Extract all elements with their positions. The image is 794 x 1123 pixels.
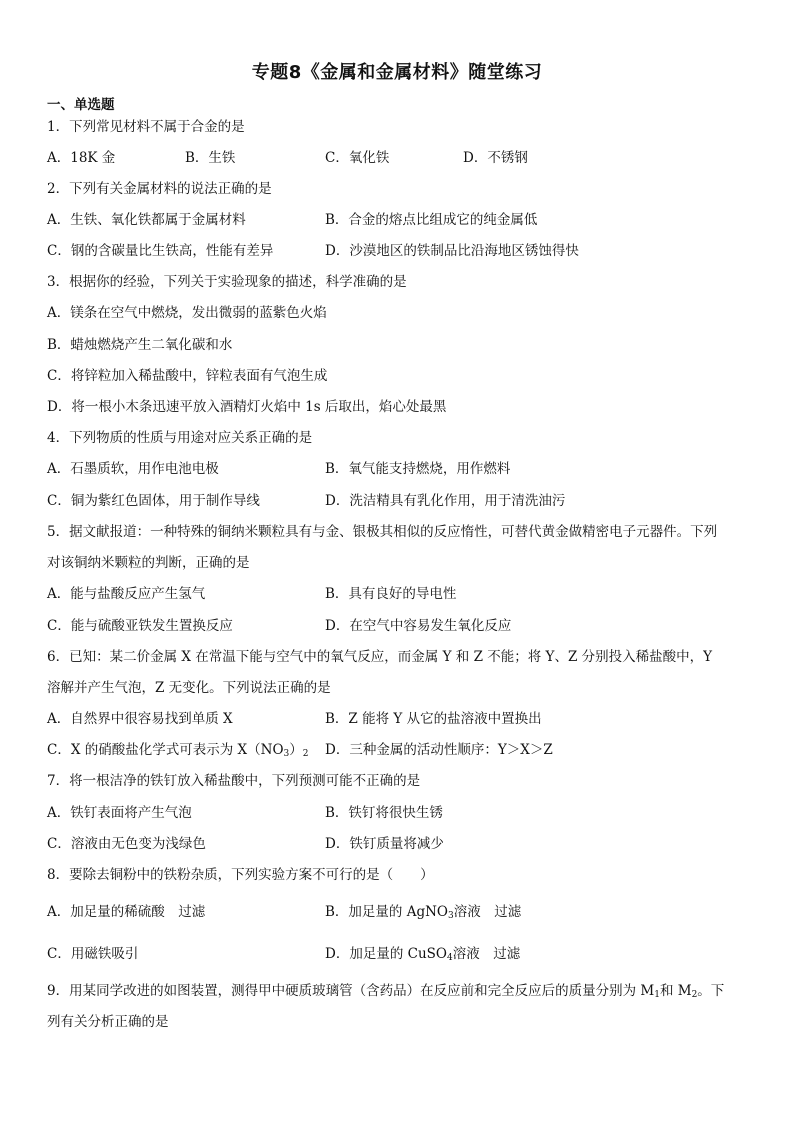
q8-option-b: [325, 903, 521, 925]
q5-option-b: B．具有良好的导电性: [325, 586, 457, 602]
q6-option-b: B．Z 能将 Y 从它的盐溶液中置换出: [325, 711, 542, 727]
q6-option-c-sub-2: 2: [302, 749, 309, 759]
question-1-stem: 1．下列常见材料不属于合金的是: [47, 119, 245, 135]
q7-option-c: C．溶液由无色变为浅绿色: [47, 836, 206, 852]
q2-option-a: A．生铁、氧化铁都属于金属材料: [47, 212, 246, 228]
q6-option-c-sub-3: 3: [283, 749, 290, 759]
q7-option-a: A．铁钉表面将产生气泡: [47, 805, 192, 821]
q9-stem-mid: 和 M: [659, 983, 692, 999]
question-9-stem-line2: 列有关分析正确的是: [47, 1014, 169, 1030]
q6-option-d: D．三种金属的活动性顺序：Y＞X＞Z: [325, 742, 553, 758]
q8-option-b-text: B．加足量的 AgNO: [325, 904, 448, 920]
q6-option-a: A．自然界中很容易找到单质 X: [47, 711, 233, 727]
question-8-stem: 8．要除去铜粉中的铁粉杂质，下列实验方案不可行的是（ ）: [47, 867, 434, 883]
q6-option-c-text: C．X 的硝酸盐化学式可表示为 X（NO: [47, 742, 284, 758]
q1-option-a: A．18K 金: [47, 150, 116, 166]
question-5-stem-line1: 5．据文献报道：一种特殊的铜纳米颗粒具有与金、银极其相似的反应惰性，可替代黄金做精密电子元器件。下列: [47, 524, 718, 540]
question-3-stem: 3．根据你的经验，下列关于实验现象的描述，科学准确的是: [47, 274, 407, 290]
q3-option-c: C．将锌粒加入稀盐酸中，锌粒表面有气泡生成: [47, 368, 328, 384]
q1-option-d: D．不锈钢: [463, 150, 528, 166]
q3-option-b: B．蜡烛燃烧产生二氧化碳和水: [47, 337, 233, 353]
q9-stem-tail: 。下: [697, 983, 725, 999]
q2-option-d: D．沙漠地区的铁制品比沿海地区锈蚀得快: [325, 243, 579, 259]
q5-option-c: C．能与硫酸亚铁发生置换反应: [47, 618, 233, 634]
q3-option-d: D．将一根小木条迅速平放入酒精灯火焰中 1s 后取出，焰心处最黑: [47, 399, 447, 415]
q8-option-d-text: D．加足量的 CuSO: [325, 946, 447, 962]
q4-option-b: B．氧气能支持燃烧，用作燃料: [325, 461, 511, 477]
q6-option-c: [47, 741, 308, 763]
q8-option-b-tail: 溶液 过滤: [453, 904, 522, 920]
question-4-stem: 4．下列物质的性质与用途对应关系正确的是: [47, 430, 313, 446]
q9-sub-1: 1: [654, 990, 660, 1000]
q7-option-d: D．铁钉质量将减少: [325, 836, 444, 852]
q4-option-c: C．铜为紫红色固体，用于制作导线: [47, 493, 260, 509]
q8-option-c: C．用磁铁吸引: [47, 946, 139, 962]
q8-option-d-sub: 4: [446, 953, 453, 963]
page-title: 专题8《金属和金属材料》随堂练习: [251, 62, 543, 83]
question-5-stem-line2: 对该铜纳米颗粒的判断，正确的是: [47, 555, 250, 571]
section-heading: 一、单选题: [47, 97, 115, 113]
q3-option-a: A．镁条在空气中燃烧，发出微弱的蓝紫色火焰: [47, 305, 327, 321]
q8-option-d-tail: 溶液 过滤: [452, 946, 521, 962]
question-9-stem-line1: [47, 982, 724, 1004]
q8-option-d: [325, 945, 520, 967]
q2-option-b: B．合金的熔点比组成它的纯金属低: [325, 212, 538, 228]
q1-option-b: B．生铁: [185, 150, 236, 166]
question-7-stem: 7．将一根洁净的铁钉放入稀盐酸中，下列预测可能不正确的是: [47, 773, 421, 789]
question-2-stem: 2．下列有关金属材料的说法正确的是: [47, 181, 272, 197]
q1-option-c: C．氧化铁: [325, 150, 390, 166]
q5-option-a: A．能与盐酸反应产生氢气: [47, 586, 206, 602]
q9-stem-text: 9．用某同学改进的如图装置，测得甲中硬质玻璃管（含药品）在反应前和完全反应后的质量分别为 M: [47, 983, 655, 999]
q4-option-d: D．洗洁精具有乳化作用，用于清洗油污: [325, 493, 566, 509]
q7-option-b: B．铁钉将很快生锈: [325, 805, 443, 821]
question-6-stem-line2: 溶解并产生气泡，Z 无变化。下列说法正确的是: [47, 680, 331, 696]
question-6-stem-line1: 6．已知：某二价金属 X 在常温下能与空气中的氧气反应，而金属 Y 和 Z 不能；将 Y、Z 分别投入稀盐酸中，Y: [47, 649, 713, 665]
q5-option-d: D．在空气中容易发生氧化反应: [325, 618, 512, 634]
q8-option-a: A．加足量的稀硫酸 过滤: [47, 904, 206, 920]
q6-option-c-paren: ）: [289, 742, 303, 758]
q4-option-a: A．石墨质软，用作电池电极: [47, 461, 219, 477]
q2-option-c: C．钢的含碳量比生铁高，性能有差异: [47, 243, 274, 259]
q8-option-b-sub: 3: [447, 911, 454, 921]
q9-sub-2: 2: [691, 990, 698, 1000]
